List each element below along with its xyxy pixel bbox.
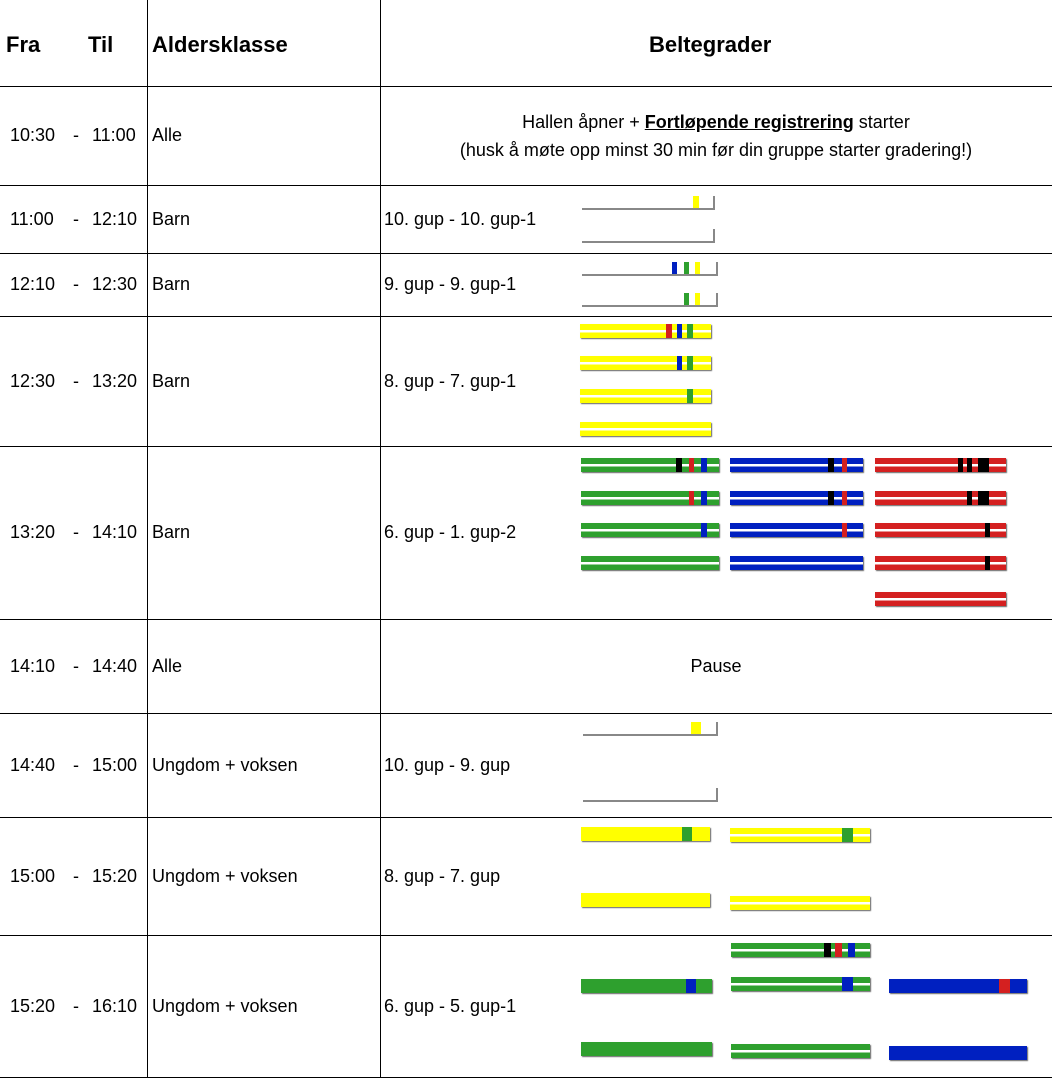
age-class: Ungdom + voksen <box>152 865 298 886</box>
blue-stripe-icon <box>677 324 682 338</box>
blue-belt-icon <box>889 1046 1027 1060</box>
time-separator: - <box>73 522 79 542</box>
yellow-belt-icon <box>581 893 710 907</box>
note-text: starter <box>853 112 910 132</box>
grade-range: 8. gup - 7. gup-1 <box>384 370 517 391</box>
red-belt-icon <box>875 592 1006 606</box>
red-belt-icon <box>875 458 1006 472</box>
black-stripe-icon <box>828 458 833 472</box>
yellow-belt-icon <box>580 422 711 436</box>
grade-range: 6. gup - 5. gup-1 <box>384 995 517 1016</box>
time-to: 16:10 <box>92 995 138 1016</box>
black-stripe-icon <box>828 491 833 505</box>
black-stripe-icon <box>958 458 963 472</box>
green-belt-icon <box>731 1044 870 1058</box>
time-separator: - <box>73 274 79 294</box>
time-separator: - <box>73 995 79 1016</box>
green-stripe-icon <box>684 262 689 274</box>
time-separator: - <box>73 754 79 775</box>
green-stripe-icon <box>687 324 692 338</box>
red-belt-icon <box>875 556 1006 570</box>
black-stripe-icon <box>967 491 972 505</box>
green-stripe-icon <box>684 293 689 305</box>
yellow-belt-icon <box>580 389 711 403</box>
time-to: 15:00 <box>92 754 138 775</box>
green-belt-icon <box>581 458 719 472</box>
time-range <box>10 253 144 316</box>
white-belt-icon <box>582 229 715 243</box>
black-stripe-icon <box>967 458 972 472</box>
time-from: 15:20 <box>10 995 56 1016</box>
green-stripe-icon <box>687 389 692 403</box>
time-to: 13:20 <box>92 370 138 391</box>
white-belt-icon <box>582 196 715 210</box>
blue-belt-icon <box>730 523 863 537</box>
time-from: 14:10 <box>10 655 56 676</box>
blue-belt-icon <box>730 458 863 472</box>
time-from: 10:30 <box>10 125 56 145</box>
yellow-belt-icon <box>730 828 870 842</box>
blue-belt-icon <box>730 556 863 570</box>
green-belt-icon <box>581 979 712 993</box>
time-from: 13:20 <box>10 522 56 542</box>
pause-note: Pause <box>690 656 742 676</box>
time-range <box>10 185 144 253</box>
time-range <box>10 446 144 619</box>
time-range <box>10 935 144 1077</box>
time-to: 14:10 <box>92 522 138 542</box>
grade-range: 8. gup - 7. gup <box>384 865 501 886</box>
time-separator: - <box>73 208 79 229</box>
white-belt-icon <box>582 293 718 307</box>
header-beltegrader: Beltegrader <box>649 32 772 57</box>
grade-range: 6. gup - 1. gup-2 <box>384 522 517 542</box>
column-divider-time <box>147 0 148 1078</box>
blue-stripe-icon <box>842 977 853 991</box>
green-belt-icon <box>581 556 719 570</box>
age-class: Ungdom + voksen <box>152 754 298 775</box>
time-to: 15:20 <box>92 865 138 886</box>
green-belt-icon <box>731 977 870 991</box>
green-stripe-icon <box>842 828 853 842</box>
red-stripe-icon <box>842 523 847 537</box>
yellow-belt-icon <box>580 356 711 370</box>
blue-belt-icon <box>889 979 1027 993</box>
black-stripe-icon <box>985 523 990 537</box>
blue-stripe-icon <box>672 262 677 274</box>
green-belt-icon <box>731 943 870 957</box>
green-stripe-icon <box>682 827 692 841</box>
time-from: 11:00 <box>10 208 54 229</box>
age-class: Alle <box>152 655 183 676</box>
age-class: Barn <box>152 370 191 391</box>
time-to: 12:30 <box>92 274 138 294</box>
red-stripe-icon <box>842 458 847 472</box>
red-stripe-icon <box>835 943 842 957</box>
red-stripe-icon <box>666 324 671 338</box>
yellow-stripe-icon <box>691 722 702 734</box>
green-belt-icon <box>581 1042 712 1056</box>
blue-stripe-icon <box>686 979 696 993</box>
white-belt-icon <box>582 262 718 276</box>
time-range <box>10 619 144 713</box>
time-to: 14:40 <box>92 655 138 676</box>
yellow-belt-icon <box>730 896 870 910</box>
header-aldersklasse: Aldersklasse <box>152 32 288 57</box>
grade-range: 10. gup - 9. gup <box>384 754 511 775</box>
blue-stripe-icon <box>701 491 707 505</box>
time-separator: - <box>73 125 79 145</box>
time-range <box>10 86 144 185</box>
red-belt-icon <box>875 523 1006 537</box>
red-stripe-icon <box>689 491 695 505</box>
note-bold-text: Fortløpende registrering <box>644 112 854 132</box>
time-range <box>10 713 144 817</box>
blue-stripe-icon <box>701 458 707 472</box>
age-class: Ungdom + voksen <box>152 995 298 1016</box>
time-to: 11:00 <box>92 125 136 145</box>
black-stripe-icon <box>978 458 988 472</box>
time-from: 12:10 <box>10 274 56 294</box>
opening-note <box>381 108 1051 164</box>
yellow-belt-icon <box>581 827 710 841</box>
black-stripe-icon <box>676 458 682 472</box>
blue-stripe-icon <box>848 943 855 957</box>
time-to: 12:10 <box>92 208 138 229</box>
blue-stripe-icon <box>701 523 707 537</box>
red-stripe-icon <box>689 458 695 472</box>
note-text: Hallen åpner + <box>522 112 645 132</box>
green-belt-icon <box>581 523 719 537</box>
blue-stripe-icon <box>677 356 682 370</box>
yellow-stripe-icon <box>695 262 700 274</box>
age-class: Alle <box>152 125 183 145</box>
grade-range: 10. gup - 10. gup-1 <box>384 208 537 229</box>
black-stripe-icon <box>824 943 831 957</box>
time-separator: - <box>73 370 79 391</box>
row-divider <box>0 1077 1052 1078</box>
red-stripe-icon <box>842 491 847 505</box>
age-class: Barn <box>152 208 191 229</box>
time-from: 12:30 <box>10 370 56 391</box>
blue-belt-icon <box>730 491 863 505</box>
age-class: Barn <box>152 274 191 294</box>
note-line2: (husk å møte opp minst 30 min før din gruppe starter gradering!) <box>459 140 973 160</box>
header-til: Til <box>88 32 114 57</box>
time-from: 14:40 <box>10 754 56 775</box>
age-class: Barn <box>152 522 191 542</box>
red-stripe-icon <box>999 979 1010 993</box>
yellow-belt-icon <box>580 324 711 338</box>
green-stripe-icon <box>687 356 692 370</box>
time-separator: - <box>73 655 79 676</box>
grade-range: 9. gup - 9. gup-1 <box>384 274 517 294</box>
white-belt-icon <box>583 788 718 802</box>
black-stripe-icon <box>985 556 990 570</box>
time-range <box>10 316 144 446</box>
header-fra: Fra <box>6 32 41 57</box>
time-separator: - <box>73 865 79 886</box>
yellow-stripe-icon <box>695 293 700 305</box>
red-belt-icon <box>875 491 1006 505</box>
time-from: 15:00 <box>10 865 56 886</box>
white-belt-icon <box>583 722 718 736</box>
time-range <box>10 817 144 935</box>
green-belt-icon <box>581 491 719 505</box>
yellow-stripe-icon <box>693 196 699 208</box>
black-stripe-icon <box>978 491 988 505</box>
